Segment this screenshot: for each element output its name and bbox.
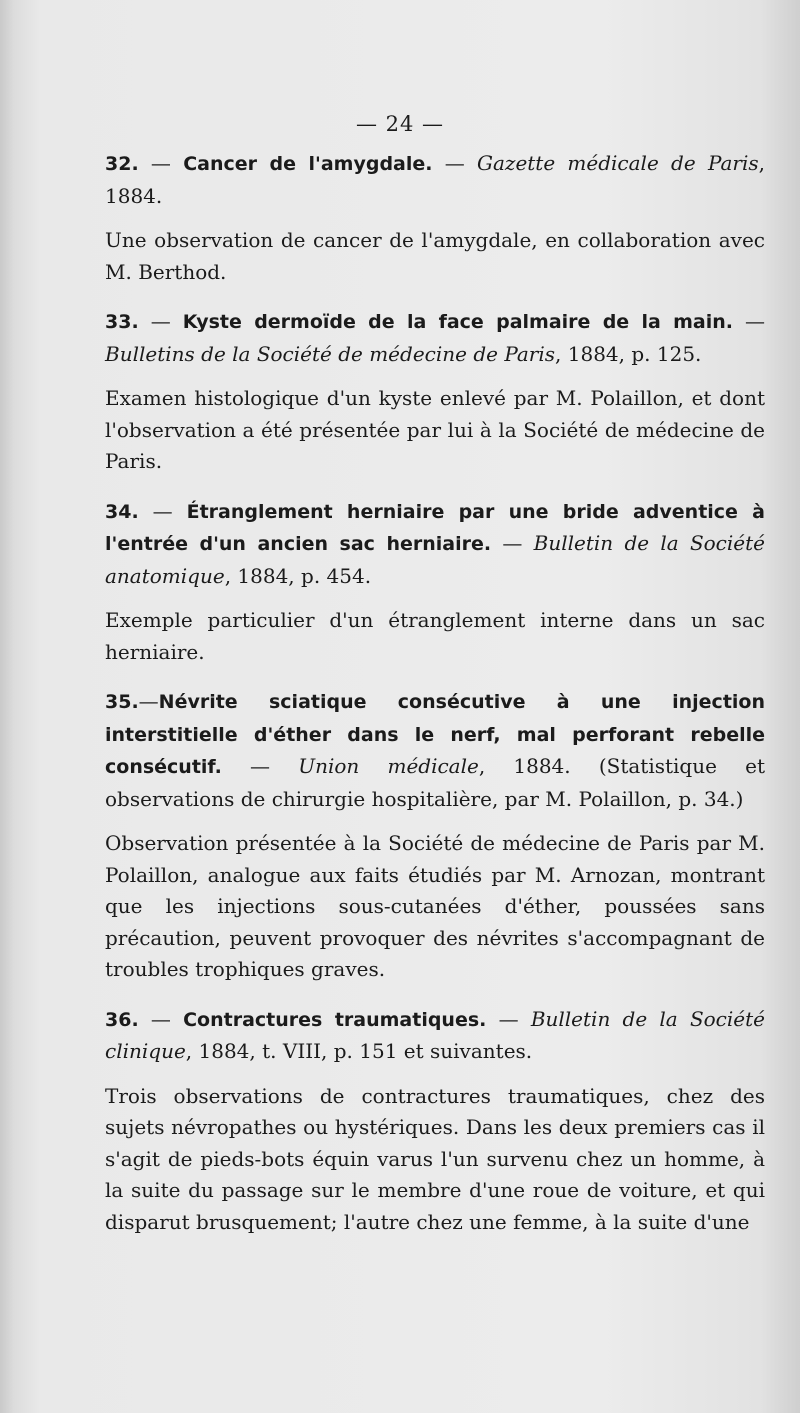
entry-title: Étranglement herniaire par une bride adventice à l'entrée d'un ancien sac herniaire. <box>105 500 765 555</box>
entry-description: Une observation de cancer de l'amygdale, en collaboration avec M. Berthod. <box>105 228 765 284</box>
entry-dash: — <box>138 689 159 713</box>
entry-dash: — <box>486 1006 531 1031</box>
page-number-header: — 24 — <box>355 112 445 136</box>
entry-source: Bulletins de la Société de médecine de Paris <box>105 341 556 366</box>
entry-description: Trois observations de contractures traumatiques, chez des sujets névropathes ou hystériques. Dans les deux premiers cas il s'agit de pieds-bots équin varus l'un survenu chez un homme, à la suite du passage sur le membre d'une roue de voiture, et qui disparut brusquement; l'autre chez une femme, à la suite d'une <box>105 1083 765 1234</box>
entry-heading <box>105 148 765 212</box>
entry-heading <box>105 306 765 370</box>
entry-source: Bulletin de la Société clinique <box>105 1006 765 1063</box>
entry-source: Gazette médicale de Paris <box>477 151 759 175</box>
entry-source: Union médicale <box>298 754 479 778</box>
entry-dash: — <box>138 309 183 333</box>
entry-number: 34. <box>105 500 139 523</box>
entry-number: 33. <box>105 311 139 333</box>
bibliography-list <box>105 148 765 1256</box>
entry-number: 35. <box>105 691 139 713</box>
entry-description: Examen histologique d'un kyste enlevé par M. Polaillon, et dont l'observation a été présentée par lui à la Société de médecine de Paris. <box>105 386 765 473</box>
entry-title: Névrite sciatique consécutive à une injection interstitielle d'éther dans le nerf, mal perforant rebelle consécutif. <box>105 691 765 778</box>
entry-dash: — <box>432 151 477 175</box>
entry-title: Cancer de l'amygdale. <box>183 153 433 175</box>
entry-description: Observation présentée à la Société de médecine de Paris par M. Polaillon, analogue aux faits étudiés par M. Arnozan, montrant que les injections sous-cutanées d'éther, poussées sans précaution, peuvent provoquer des névrites s'accompagnant de troubles trophiques graves. <box>105 831 765 981</box>
entry-dash: — <box>732 309 766 333</box>
bibliography-entry-35 <box>105 686 765 986</box>
entry-title: Kyste dermoïde de la face palmaire de la main. <box>182 311 733 333</box>
entry-citation: , 1884, t. VIII, p. 151 et suivantes. <box>185 1039 533 1063</box>
entry-citation: , 1884. <box>105 151 766 208</box>
entry-title: Contractures traumatiques. <box>183 1008 487 1031</box>
entry-number: 36. <box>105 1008 139 1031</box>
entry-number: 32. <box>105 153 139 175</box>
entry-citation: , 1884, p. 454. <box>224 563 372 588</box>
entry-dash: — <box>138 498 187 523</box>
entry-heading <box>105 1004 765 1068</box>
entry-dash: — <box>138 1006 184 1031</box>
entry-dash: — <box>221 754 299 778</box>
entry-heading <box>105 686 765 815</box>
bibliography-entry-36 <box>105 1004 765 1239</box>
bibliography-entry-33 <box>105 306 765 478</box>
entry-heading <box>105 496 765 593</box>
entry-description: Exemple particulier d'un étranglement interne dans un sac herniaire. <box>105 608 765 664</box>
entry-citation: , 1884. (Statistique et observations de chirurgie hospitalière, par M. Polaillon, p. 34.) <box>105 754 765 811</box>
bibliography-entry-32 <box>105 148 765 288</box>
entry-source: Bulletin de la Société anatomique <box>105 531 765 588</box>
entry-citation: , 1884, p. 125. <box>555 341 702 366</box>
entry-dash: — <box>491 531 534 555</box>
entry-dash: — <box>138 151 184 175</box>
bibliography-entry-34 <box>105 496 765 669</box>
